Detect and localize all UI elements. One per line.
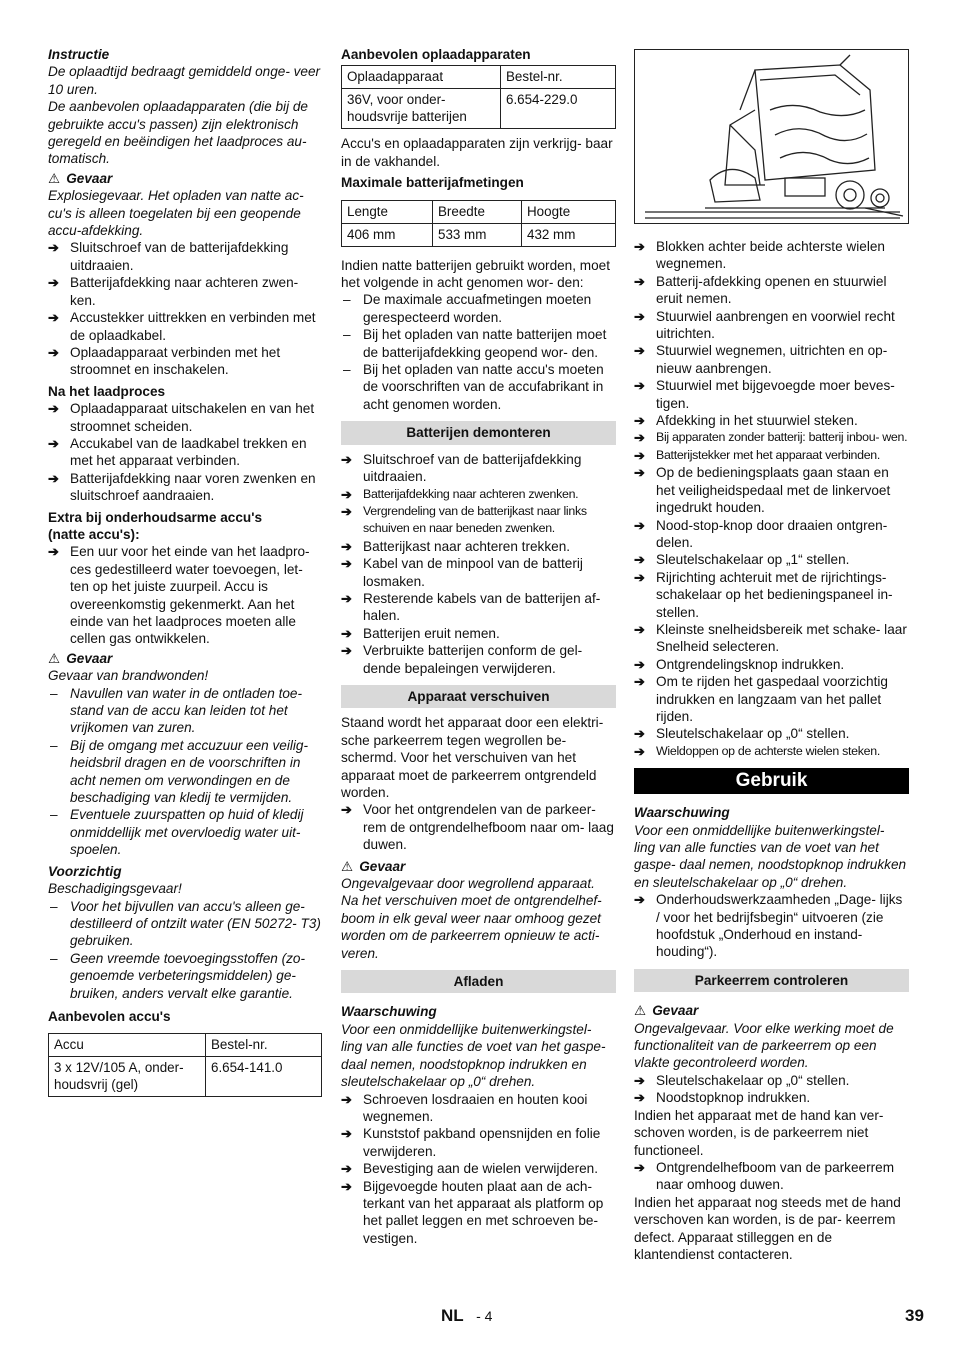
chapter-title: Gebruik xyxy=(634,768,909,794)
danger-text: Gevaar van brandwonden! xyxy=(48,668,209,684)
warning-heading: Waarschuwing xyxy=(341,1004,437,1020)
instruction-heading: Instructie xyxy=(48,47,110,62)
step: ➔ Wieldoppen op de achterste wielen steken. xyxy=(634,743,909,760)
warning-text: Voor een onmiddellijke buitenwerkingstel- ling van alle functies de voet van het gaspe- daal nemen, noodstopknop indrukken en sleutelschakelaar op „0“ drehen. xyxy=(341,1021,606,1090)
table-header: Accu xyxy=(49,1034,206,1057)
section-bar: Parkeerrem controleren xyxy=(634,969,909,992)
step: ➔ Batterijkast naar achteren trekken. xyxy=(341,538,616,555)
step: ➔ Vergrendeling van de batterijkast naar links schuiven en naar beneden zwenken. xyxy=(341,503,616,538)
warning-triangle-icon: ⚠ xyxy=(634,1003,647,1019)
section-bar: Apparaat verschuiven xyxy=(341,685,616,708)
danger-text: Explosiegevaar. Het opladen van natte ac- cu's is alleen toegelaten bij een geopende accu-afdekking. xyxy=(48,188,304,239)
table-header: Breedte xyxy=(433,200,522,223)
column-right xyxy=(634,44,909,1263)
step: ➔ Onderhoudswerkzaamheden „Dage- lijks / voor het bedrijfsbegin“ uitvoeren (zie hoofdstuk „Onderhoud en instand- houding“). xyxy=(634,891,909,961)
charger-table xyxy=(341,65,616,129)
step: ➔ Bij apparaten zonder batterij: batterij inbou- wen. xyxy=(634,429,909,446)
step: ➔ Accustekker uittrekken en verbinden met de oplaadkabel. xyxy=(48,309,322,344)
table-cell: 533 mm xyxy=(433,223,522,246)
step: ➔ Nood-stop-knop door draaien ontgren- delen. xyxy=(634,517,909,552)
dash-item: – Geen vreemde toevoegingsstoffen (zo- genoemde verbeteringsmiddelen) ge- bruiken, anders vervalt elke garantie. xyxy=(48,950,322,1002)
table-cell: 432 mm xyxy=(522,223,616,246)
battery-table xyxy=(48,1033,322,1097)
section-heading-sub: (natte accu's): xyxy=(48,526,140,542)
step: ➔ Oplaadapparaat verbinden met het stroomnet en inschakelen. xyxy=(48,344,322,379)
warning-text: Voor een onmiddellijke buitenwerkingstel- ling van alle functies van de voet van het gaspe- daal nemen, noodstopknop indrukken en sleutelschakelaar op „0“ drehen. xyxy=(634,822,907,890)
step: ➔ Een uur voor het einde van het laadpro- ces gedestilleerd water toevoegen, let- ten op het juiste zuurpeil. Accu is overeenkomstig gekenmerkt. Aan het einde van het laadproces moeten alle cellen gas ontwikkelen. xyxy=(48,543,322,647)
step: ➔ Batterijafdekking naar achteren zwen- ken. xyxy=(48,274,322,309)
scrubber-on-pallet-icon xyxy=(635,50,908,223)
step: ➔ Ontgrendelingsknop indrukken. xyxy=(634,656,909,673)
table-cell: 36V, voor onder- houdsvrije batterijen xyxy=(342,89,501,129)
column-middle xyxy=(341,44,616,1247)
section-heading: Na het laadproces xyxy=(48,383,166,399)
paragraph: Indien natte batterijen gebruikt worden, moet het volgende in acht genomen wor- den: xyxy=(341,257,611,291)
step: ➔ Kabel van de minpool van de batterij losmaken. xyxy=(341,555,616,590)
step: ➔ Kunststof pakband opensnijden en folie verwijderen. xyxy=(341,1125,616,1160)
instruction-text-1: De oplaadtijd bedraagt gemiddeld onge- veer 10 uren. xyxy=(48,64,321,97)
step: ➔ Ontgrendelhefboom van de parkeerrem naar omhoog duwen. xyxy=(634,1159,909,1194)
danger-text: Ongevalgevaar door wegrollend apparaat. Na het verschuiven moet de ontgrendelhef- boom in elk geval weer naar omhoog gezet worden om de parkeerrem opnieuw te acti- veren. xyxy=(341,876,602,961)
dash-item: – Voor het bijvullen van accu's alleen ge- destilleerd of ontzilt water (EN 50272- T3) gebruiken. xyxy=(48,898,322,950)
machine-illustration xyxy=(634,49,909,224)
step: ➔ Oplaadapparaat uitschakelen en van het stroomnet scheiden. xyxy=(48,400,322,435)
warning-triangle-icon: ⚠ xyxy=(48,650,61,666)
section-heading: Extra bij onderhoudsarme accu's xyxy=(48,509,263,525)
dimensions-table xyxy=(341,200,616,247)
warning-triangle-icon: ⚠ xyxy=(48,170,61,186)
step: ➔ Blokken achter beide achterste wielen wegnemen. xyxy=(634,238,909,273)
caution-heading: Voorzichtig xyxy=(48,863,122,879)
footer-language: NL - 4 xyxy=(441,1306,493,1325)
step: ➔ Sleutelschakelaar op „0“ stellen. xyxy=(634,1072,909,1089)
paragraph: Indien het apparaat met de hand kan ver- schoven worden, is de parkeerrem niet functioneel. xyxy=(634,1107,884,1158)
section-heading: Maximale batterijafmetingen xyxy=(341,175,524,191)
step: ➔ Sluitschroef van de batterijafdekking uitdraaien. xyxy=(48,239,322,274)
table-cell: 6.654-141.0 xyxy=(206,1057,322,1097)
paragraph: Staand wordt het apparaat door een elektri- sche parkeerrem tegen wegrollen be- schermd. Voor het verschuiven van het apparaat moet de parkeerrem ontgrendeld worden. xyxy=(341,715,604,800)
step: ➔ Rijrichting achteruit met de rijrichtings- schakelaar op het bedieningspaneel in- stellen. xyxy=(634,569,909,621)
dash-item: – Bij het opladen van natte accu's moeten de voorschriften van de accufabrikant in acht genomen worden. xyxy=(341,361,616,413)
dash-item: – Bij de omgang met accuzuur een veilig- heidsbril dragen en de voorschriften in acht nemen om verwondingen en de beschadiging van kledij te vermijden. xyxy=(48,737,322,807)
step: ➔ Noodstopknop indrukken. xyxy=(634,1089,909,1106)
page-number: 39 xyxy=(905,1306,924,1325)
danger-heading: ⚠ Gevaar xyxy=(48,170,113,186)
danger-text: Ongevalgevaar. Voor elke werking moet de functionaliteit van de parkeerrem op een vlakte gecontroleerd worden. xyxy=(634,1020,894,1071)
dash-item: – De maximale accuafmetingen moeten gerespecteerd worden. xyxy=(341,291,616,326)
warning-triangle-icon: ⚠ xyxy=(341,858,354,874)
danger-heading: ⚠ Gevaar xyxy=(341,858,406,874)
step: ➔ Batterijafdekking naar voren zwenken en sluitschroef aandraaien. xyxy=(48,470,322,505)
step: ➔ Voor het ontgrendelen van de parkeer- rem de ontgrendelhefboom naar om- laag duwen. xyxy=(341,801,616,853)
step: ➔ Stuurwiel met bijgevoegde moer beves- tigen. xyxy=(634,377,909,412)
step: ➔ Schroeven losdraaien en houten kooi wegnemen. xyxy=(341,1091,616,1126)
instruction-text-2: De aanbevolen oplaadapparaten (die bij de gebruikte accu's passen) zijn elektronisch geregeld en beëindigen het laadproces au- tomatisch. xyxy=(48,99,308,167)
step: ➔ Batterijafdekking naar achteren zwenken. xyxy=(341,486,616,503)
step: ➔ Resterende kabels van de batterijen af- halen. xyxy=(341,590,616,625)
danger-heading: ⚠ Gevaar xyxy=(634,1003,699,1019)
step: ➔ Om te rijden het gaspedaal voorzichtig indrukken en langzaam van het pallet rijden. xyxy=(634,673,909,725)
paragraph: Accu's en oplaadapparaten zijn verkrijg- baar in de vakhandel. xyxy=(341,136,613,169)
step: ➔ Sleutelschakelaar op „1“ stellen. xyxy=(634,551,909,568)
section-bar: Batterijen demonteren xyxy=(341,421,616,444)
paragraph: Indien het apparaat nog steeds met de hand verschoven kan worden, is de par- keerrem defect. Apparaat stilleggen en de klantendienst contacteren. xyxy=(634,1194,901,1262)
warning-heading: Waarschuwing xyxy=(634,805,730,821)
table-header: Oplaadapparaat xyxy=(342,66,501,89)
step: ➔ Batterijen eruit nemen. xyxy=(341,625,616,642)
step: ➔ Bijgevoegde houten plaat aan de ach- terkant van het apparaat als platform op het pallet leggen en met schroeven be- vestigen. xyxy=(341,1178,616,1248)
step: ➔ Batterijstekker met het apparaat verbinden. xyxy=(634,447,909,464)
step: ➔ Sluitschroef van de batterijafdekking uitdraaien. xyxy=(341,451,616,486)
danger-heading: ⚠ Gevaar xyxy=(48,650,113,666)
step: ➔ Op de bedieningsplaats gaan staan en het veiligheidspedaal met de linkervoet ingedrukt houden. xyxy=(634,464,909,516)
section-bar: Afladen xyxy=(341,970,616,993)
column-left xyxy=(48,44,322,1103)
dash-item: – Eventuele zuurspatten op huid of kledij onmiddellijk met overvloedig water uit- spoelen. xyxy=(48,806,322,858)
table-cell: 3 x 12V/105 A, onder- houdsvrij (gel) xyxy=(49,1057,206,1097)
table-header: Lengte xyxy=(342,200,433,223)
caution-text: Beschadigingsgevaar! xyxy=(48,881,182,897)
step: ➔ Bevestiging aan de wielen verwijderen. xyxy=(341,1160,616,1177)
table-header: Bestel-nr. xyxy=(501,66,616,89)
table-header: Bestel-nr. xyxy=(206,1034,322,1057)
step: ➔ Afdekking in het stuurwiel steken. xyxy=(634,412,909,429)
section-heading: Aanbevolen accu's xyxy=(48,1008,171,1024)
step: ➔ Verbruikte batterijen conform de gel- dende bepaleingen verwijderen. xyxy=(341,642,616,677)
dash-item: – Navullen van water in de ontladen toe- stand van de accu kan leiden tot het vrijkomen van zuren. xyxy=(48,685,322,737)
step: ➔ Stuurwiel aanbrengen en voorwiel recht uitrichten. xyxy=(634,308,909,343)
step: ➔ Accukabel van de laadkabel trekken en met het apparaat verbinden. xyxy=(48,435,322,470)
table-cell: 6.654-229.0 xyxy=(501,89,616,129)
table-header: Hoogte xyxy=(522,200,616,223)
step: ➔ Stuurwiel wegnemen, uitrichten en op- nieuw aanbrengen. xyxy=(634,342,909,377)
step: ➔ Sleutelschakelaar op „0“ stellen. xyxy=(634,725,909,742)
dash-item: – Bij het opladen van natte batterijen moet de batterijafdekking geopend wor- den. xyxy=(341,326,616,361)
table-cell: 406 mm xyxy=(342,223,433,246)
section-heading: Aanbevolen oplaadapparaten xyxy=(341,47,531,62)
step: ➔ Batterij-afdekking openen en stuurwiel eruit nemen. xyxy=(634,273,909,308)
step: ➔ Kleinste snelheidsbereik met schake- laar Snelheid selecteren. xyxy=(634,621,909,656)
